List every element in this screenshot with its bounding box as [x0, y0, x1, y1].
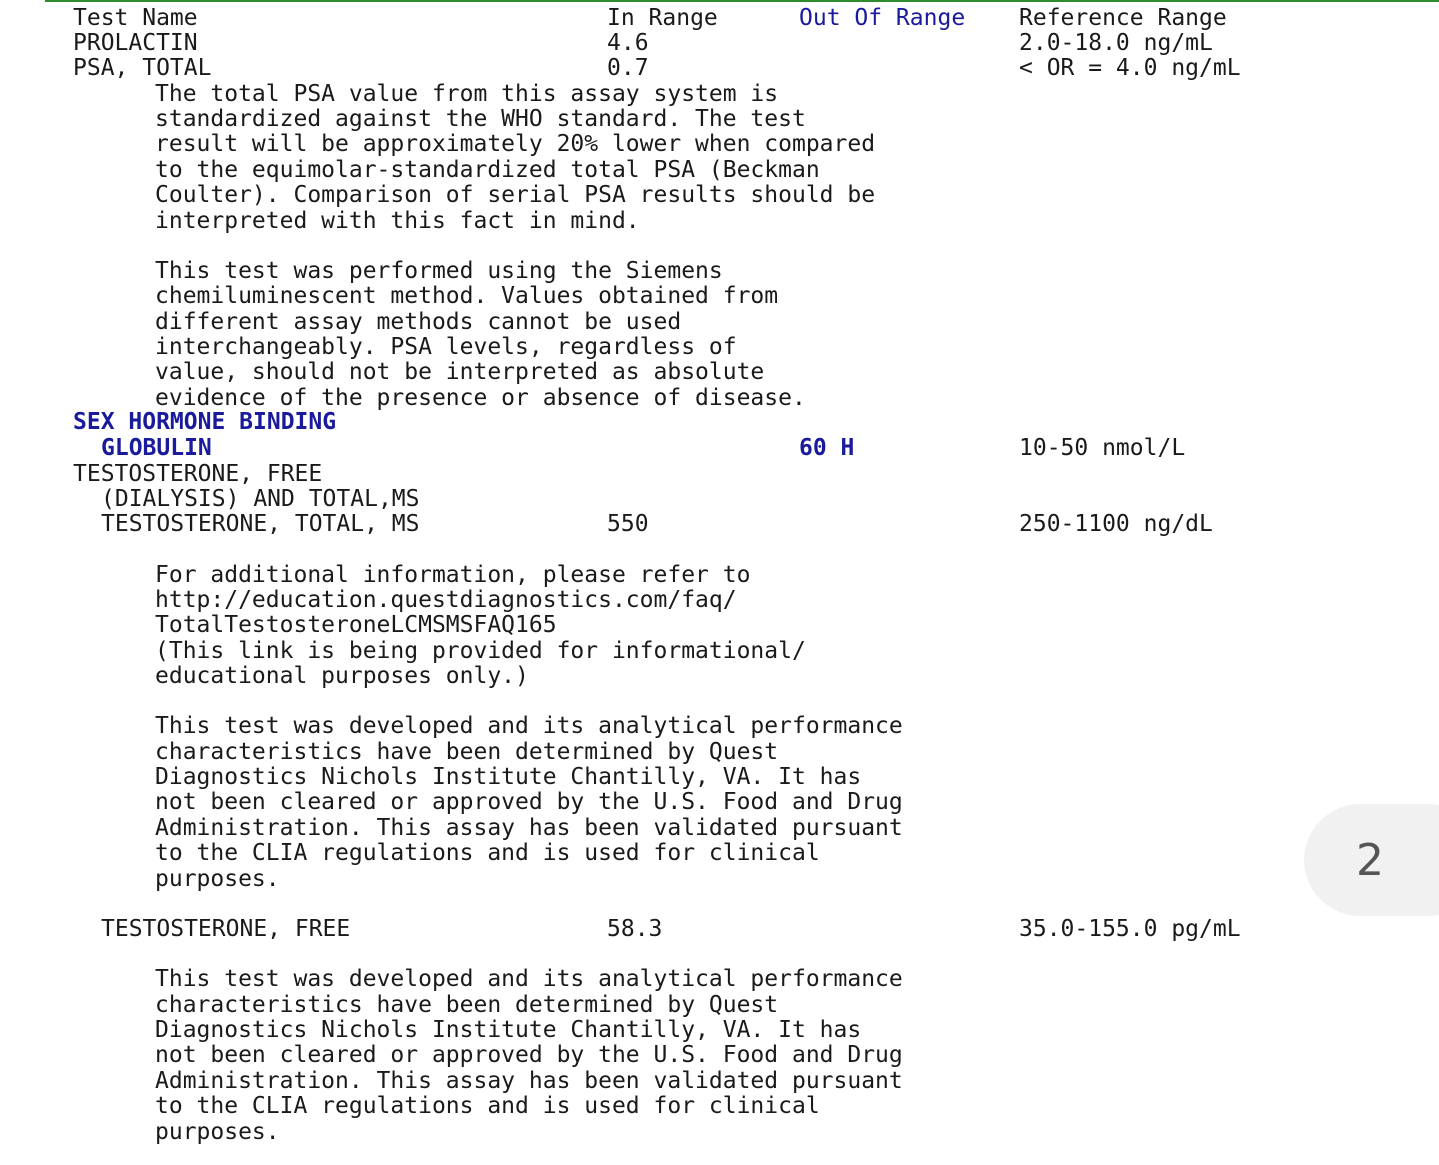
shbg-name-line2: GLOBULIN: [101, 435, 212, 461]
testo-panel-name-line1: TESTOSTERONE, FREE: [73, 461, 323, 487]
psa-total-reference: < OR = 4.0 ng/mL: [1019, 55, 1241, 81]
psa-who-note-line: to the equimolar-standardized total PSA (Beckman: [155, 157, 820, 183]
testo-info-note-line: http://education.questdiagnostics.com/faq/: [155, 587, 737, 613]
testo-free-dev-note-line: purposes.: [155, 1119, 280, 1145]
testo-panel-name-line2: (DIALYSIS) AND TOTAL,MS: [101, 486, 420, 512]
testo-total-dev-note-line: This test was developed and its analytical performance: [155, 713, 903, 739]
testo-total-dev-note-line: not been cleared or approved by the U.S. Food and Drug: [155, 789, 903, 815]
testo-free-dev-note-line: Administration. This assay has been validated pursuant: [155, 1068, 903, 1094]
testo-free-name: TESTOSTERONE, FREE: [101, 916, 351, 942]
testo-total-dev-note-line: Administration. This assay has been validated pursuant: [155, 815, 903, 841]
psa-siemens-note-line: evidence of the presence or absence of disease.: [155, 385, 806, 411]
psa-siemens-note-line: interchangeably. PSA levels, regardless of: [155, 334, 737, 360]
psa-siemens-note-line: value, should not be interpreted as absolute: [155, 359, 765, 385]
header-out-of-range: Out Of Range: [799, 5, 966, 31]
testo-free-reference: 35.0-155.0 pg/mL: [1019, 916, 1241, 942]
page-number: 2: [1356, 834, 1384, 886]
testo-total-dev-note-line: Diagnostics Nichols Institute Chantilly, VA. It has: [155, 764, 862, 790]
page-number-badge[interactable]: [1304, 804, 1439, 916]
testo-free-dev-note-line: Diagnostics Nichols Institute Chantilly, VA. It has: [155, 1017, 862, 1043]
psa-siemens-note-line: This test was performed using the Siemens: [155, 258, 723, 284]
psa-total-name: PSA, TOTAL: [73, 55, 212, 81]
psa-total-value: 0.7: [607, 55, 649, 81]
psa-who-note-line: interpreted with this fact in mind.: [155, 208, 640, 234]
header-in-range: In Range: [607, 5, 718, 31]
header-test-name: Test Name: [73, 5, 198, 31]
testo-free-dev-note-line: characteristics have been determined by Quest: [155, 992, 779, 1018]
psa-who-note-line: standardized against the WHO standard. The test: [155, 106, 806, 132]
testo-info-note-line: educational purposes only.): [155, 663, 529, 689]
shbg-reference: 10-50 nmol/L: [1019, 435, 1186, 461]
testo-info-note-line: (This link is being provided for informational/: [155, 638, 806, 664]
testo-free-dev-note-line: This test was developed and its analytical performance: [155, 966, 903, 992]
psa-siemens-note-line: different assay methods cannot be used: [155, 309, 682, 335]
psa-who-note-line: The total PSA value from this assay system is: [155, 81, 779, 107]
testo-total-reference: 250-1100 ng/dL: [1019, 511, 1213, 537]
testo-total-dev-note-line: to the CLIA regulations and is used for clinical: [155, 840, 820, 866]
prolactin-name: PROLACTIN: [73, 30, 198, 56]
testo-total-name: TESTOSTERONE, TOTAL, MS: [101, 511, 420, 537]
prolactin-reference: 2.0-18.0 ng/mL: [1019, 30, 1213, 56]
testo-total-dev-note-line: purposes.: [155, 866, 280, 892]
testo-free-dev-note-line: not been cleared or approved by the U.S. Food and Drug: [155, 1042, 903, 1068]
testo-total-value: 550: [607, 511, 649, 537]
psa-who-note-line: Coulter). Comparison of serial PSA results should be: [155, 182, 876, 208]
shbg-name-line1: SEX HORMONE BINDING: [73, 409, 337, 435]
psa-siemens-note-line: chemiluminescent method. Values obtained from: [155, 283, 779, 309]
testo-info-note-line: For additional information, please refer to: [155, 562, 751, 588]
prolactin-value: 4.6: [607, 30, 649, 56]
header-reference-range: Reference Range: [1019, 5, 1227, 31]
top-divider: [45, 0, 1439, 2]
psa-who-note-line: result will be approximately 20% lower when compared: [155, 131, 876, 157]
testo-total-dev-note-line: characteristics have been determined by Quest: [155, 739, 779, 765]
testo-free-value: 58.3: [607, 916, 663, 942]
testo-free-dev-note-line: to the CLIA regulations and is used for clinical: [155, 1093, 820, 1119]
shbg-out-of-range-value: 60 H: [799, 435, 855, 461]
testo-info-note-line: TotalTestosteroneLCMSMSFAQ165: [155, 612, 557, 638]
